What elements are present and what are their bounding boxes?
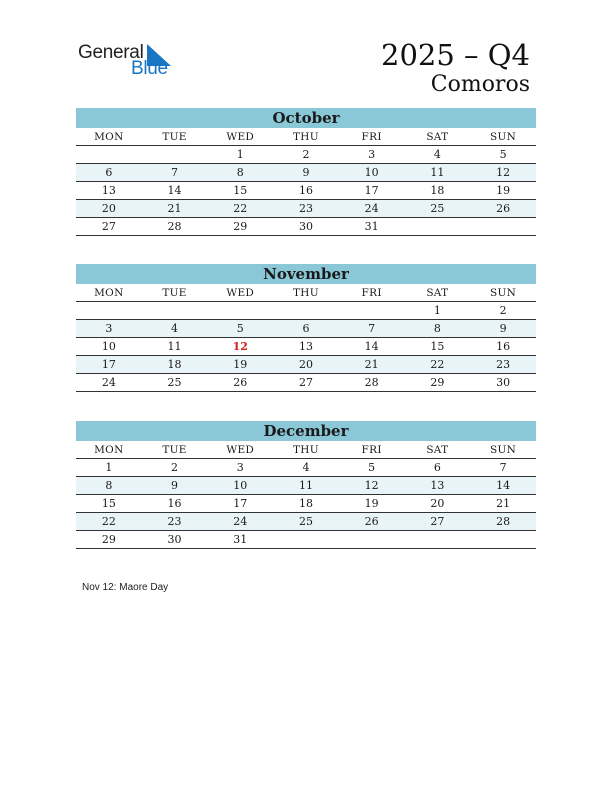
day-cell: 4: [273, 459, 339, 477]
weekday-label: FRI: [339, 284, 405, 302]
week-row: [76, 459, 536, 477]
day-cell: 24: [76, 374, 142, 392]
weekday-label: SAT: [405, 128, 471, 146]
day-cell: [339, 531, 405, 549]
day-cell: 23: [273, 200, 339, 218]
day-cell: [207, 302, 273, 320]
month-grid: [76, 128, 536, 236]
day-cell: 15: [76, 495, 142, 513]
weekday-label: THU: [273, 284, 339, 302]
week-row: [76, 374, 536, 392]
day-cell: 14: [339, 338, 405, 356]
day-cell: 26: [207, 374, 273, 392]
day-cell: [76, 146, 142, 164]
day-cell: 28: [142, 218, 208, 236]
day-cell: 6: [405, 459, 471, 477]
day-cell: 25: [273, 513, 339, 531]
country-name: Comoros: [430, 72, 530, 97]
day-cell: [405, 218, 471, 236]
day-cell: 4: [405, 146, 471, 164]
day-cell: 23: [470, 356, 536, 374]
day-cell: 28: [470, 513, 536, 531]
day-cell: 26: [339, 513, 405, 531]
weekday-header-row: [76, 441, 536, 459]
weekday-header-row: [76, 128, 536, 146]
day-cell: 24: [207, 513, 273, 531]
weekday-header-row: [76, 284, 536, 302]
week-row: [76, 146, 536, 164]
day-cell: 30: [273, 218, 339, 236]
day-cell: 29: [76, 531, 142, 549]
day-cell: 20: [76, 200, 142, 218]
month-header: November: [76, 264, 536, 284]
day-cell: 11: [142, 338, 208, 356]
month-november: [76, 264, 536, 392]
weekday-label: MON: [76, 128, 142, 146]
day-cell: 22: [405, 356, 471, 374]
day-cell: 13: [405, 477, 471, 495]
day-cell: 19: [470, 182, 536, 200]
logo-general-text: General: [78, 42, 144, 63]
logo-blue-text: Blue: [131, 58, 168, 79]
weekday-label: SUN: [470, 128, 536, 146]
day-cell: 23: [142, 513, 208, 531]
month-header: December: [76, 421, 536, 441]
day-cell: 17: [207, 495, 273, 513]
month-grid: [76, 441, 536, 549]
weekday-label: WED: [207, 441, 273, 459]
weekday-label: SUN: [470, 284, 536, 302]
day-cell: 19: [207, 356, 273, 374]
week-row: [76, 164, 536, 182]
day-cell: 9: [470, 320, 536, 338]
day-cell: 25: [405, 200, 471, 218]
day-cell: 12: [470, 164, 536, 182]
day-cell: 11: [273, 477, 339, 495]
week-row: [76, 495, 536, 513]
day-cell: 15: [405, 338, 471, 356]
month-header: October: [76, 108, 536, 128]
month-grid: [76, 284, 536, 392]
day-cell: [76, 302, 142, 320]
generalblue-logo: [78, 40, 178, 80]
day-cell: 3: [207, 459, 273, 477]
week-row: [76, 302, 536, 320]
day-cell: 9: [273, 164, 339, 182]
day-cell: [142, 302, 208, 320]
week-row: [76, 182, 536, 200]
week-row: [76, 531, 536, 549]
weekday-label: SAT: [405, 284, 471, 302]
day-cell: 19: [339, 495, 405, 513]
day-cell: 27: [76, 218, 142, 236]
day-cell: 8: [207, 164, 273, 182]
day-cell: 27: [405, 513, 471, 531]
page-title: 2025 – Q4: [381, 38, 530, 72]
day-cell: 31: [207, 531, 273, 549]
day-cell: 13: [76, 182, 142, 200]
weekday-label: THU: [273, 441, 339, 459]
weekday-label: TUE: [142, 128, 208, 146]
day-cell: 10: [339, 164, 405, 182]
day-cell: [405, 531, 471, 549]
day-cell: 20: [405, 495, 471, 513]
day-cell: 30: [142, 531, 208, 549]
day-cell: 16: [470, 338, 536, 356]
day-cell: 20: [273, 356, 339, 374]
day-cell: [470, 218, 536, 236]
day-cell: 5: [339, 459, 405, 477]
day-cell: 4: [142, 320, 208, 338]
day-cell: 18: [405, 182, 471, 200]
day-cell: 13: [273, 338, 339, 356]
day-cell: 10: [207, 477, 273, 495]
day-cell: 26: [470, 200, 536, 218]
day-cell: [339, 302, 405, 320]
day-cell: 12: [339, 477, 405, 495]
day-cell: 14: [470, 477, 536, 495]
week-row: [76, 356, 536, 374]
day-cell: 1: [405, 302, 471, 320]
day-cell: 3: [339, 146, 405, 164]
day-cell: 14: [142, 182, 208, 200]
day-cell: [273, 302, 339, 320]
day-cell: 1: [207, 146, 273, 164]
day-cell: 6: [76, 164, 142, 182]
day-cell: 8: [76, 477, 142, 495]
day-cell: 6: [273, 320, 339, 338]
week-row: [76, 218, 536, 236]
week-row: [76, 200, 536, 218]
weekday-label: TUE: [142, 441, 208, 459]
week-row: [76, 320, 536, 338]
day-cell: 29: [405, 374, 471, 392]
day-cell: 22: [207, 200, 273, 218]
day-cell: 27: [273, 374, 339, 392]
day-cell: 30: [470, 374, 536, 392]
day-cell: 17: [76, 356, 142, 374]
day-cell: 25: [142, 374, 208, 392]
weekday-label: MON: [76, 441, 142, 459]
day-cell: 28: [339, 374, 405, 392]
day-cell: 22: [76, 513, 142, 531]
day-cell: 7: [142, 164, 208, 182]
month-december: [76, 421, 536, 549]
day-cell: 12: [207, 338, 273, 356]
day-cell: 5: [207, 320, 273, 338]
day-cell: [142, 146, 208, 164]
day-cell: 21: [470, 495, 536, 513]
weekday-label: SAT: [405, 441, 471, 459]
weekday-label: WED: [207, 284, 273, 302]
day-cell: 31: [339, 218, 405, 236]
day-cell: 29: [207, 218, 273, 236]
weekday-label: FRI: [339, 441, 405, 459]
day-cell: 9: [142, 477, 208, 495]
day-cell: 16: [273, 182, 339, 200]
day-cell: 1: [76, 459, 142, 477]
day-cell: 24: [339, 200, 405, 218]
day-cell: 3: [76, 320, 142, 338]
weekday-label: FRI: [339, 128, 405, 146]
day-cell: 2: [142, 459, 208, 477]
day-cell: 2: [273, 146, 339, 164]
day-cell: 16: [142, 495, 208, 513]
day-cell: 8: [405, 320, 471, 338]
day-cell: 7: [339, 320, 405, 338]
day-cell: 5: [470, 146, 536, 164]
day-cell: 21: [142, 200, 208, 218]
day-cell: 18: [142, 356, 208, 374]
weekday-label: SUN: [470, 441, 536, 459]
week-row: [76, 338, 536, 356]
month-october: [76, 108, 536, 236]
holiday-notes: [82, 582, 168, 593]
weekday-label: WED: [207, 128, 273, 146]
day-cell: 15: [207, 182, 273, 200]
day-cell: [470, 531, 536, 549]
day-cell: 11: [405, 164, 471, 182]
day-cell: 2: [470, 302, 536, 320]
day-cell: 17: [339, 182, 405, 200]
weekday-label: MON: [76, 284, 142, 302]
day-cell: 21: [339, 356, 405, 374]
holiday-note: Nov 12: Maore Day: [82, 582, 169, 593]
week-row: [76, 513, 536, 531]
weekday-label: THU: [273, 128, 339, 146]
day-cell: 18: [273, 495, 339, 513]
week-row: [76, 477, 536, 495]
day-cell: [273, 531, 339, 549]
weekday-label: TUE: [142, 284, 208, 302]
day-cell: 7: [470, 459, 536, 477]
day-cell: 10: [76, 338, 142, 356]
